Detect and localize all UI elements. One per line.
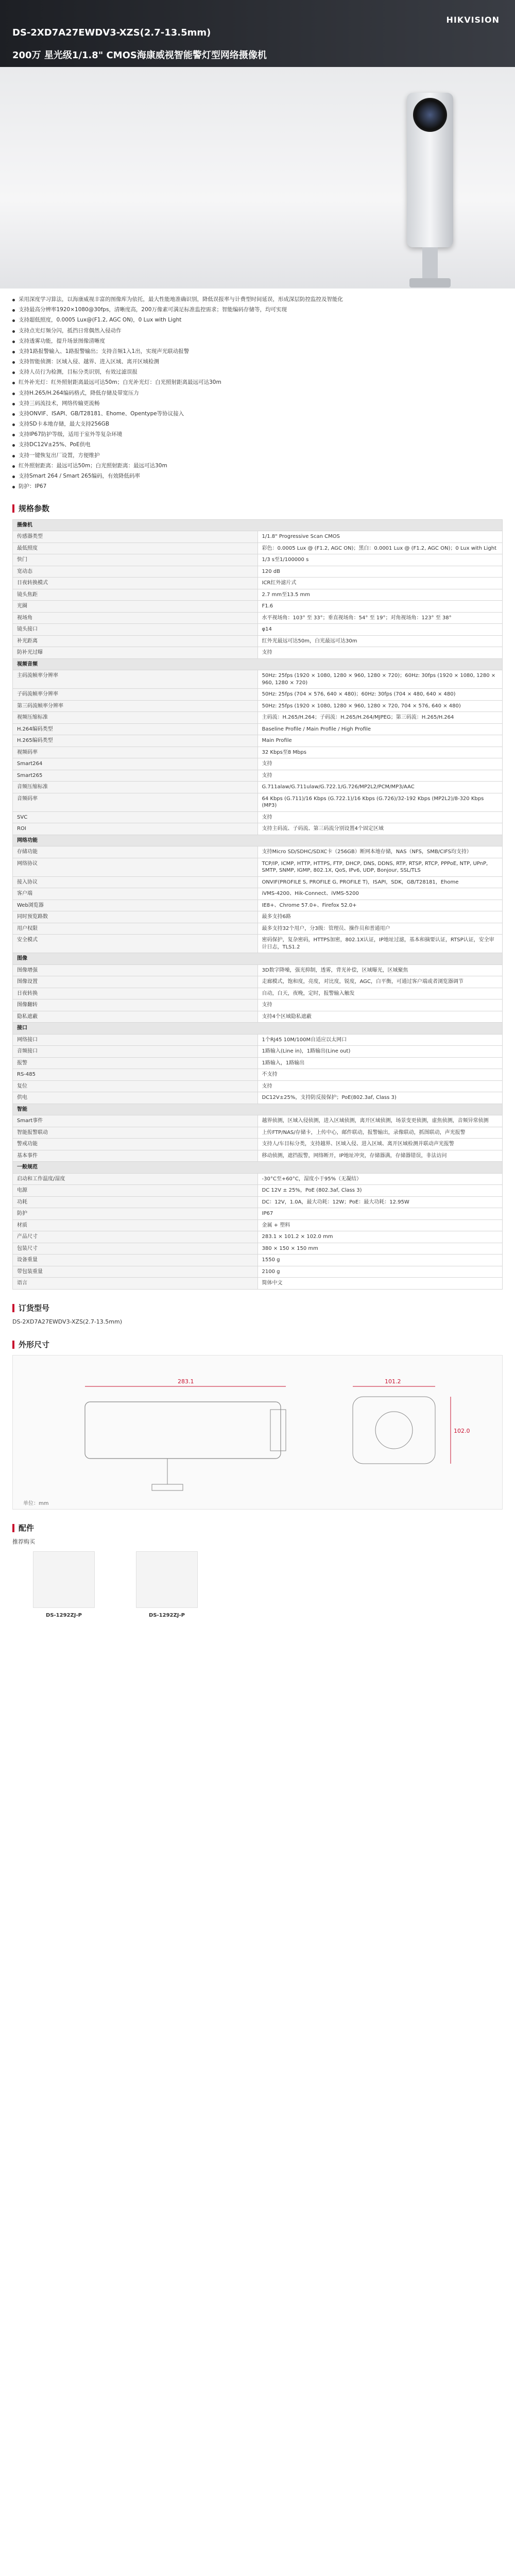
spec-key: 最低照度 (13, 543, 258, 554)
spec-key: 同时预览路数 (13, 911, 258, 923)
spec-row (13, 988, 503, 999)
spec-value: 1路输入，1路输出 (258, 1057, 503, 1069)
camera-image (386, 82, 469, 289)
spec-row (13, 1278, 503, 1290)
spec-value: ONVIF(PROFILE S, PROFILE G, PROFILE T)，ISAPI，SDK，GB/T28181，Ehome (258, 876, 503, 888)
spec-key: 供电 (13, 1092, 258, 1104)
spec-row (13, 923, 503, 935)
spec-key: 音频压缩标准 (13, 782, 258, 793)
feature-item: 支持智能侦测：区域入侵、越界、进入区域、离开区域检测 (12, 358, 503, 365)
spec-value: DC12V±25%，支持防反接保护；PoE(802.3af, Class 3) (258, 1092, 503, 1104)
spec-row (13, 823, 503, 835)
spec-key: 基本事件 (13, 1150, 258, 1162)
accessory-image (136, 1551, 198, 1608)
spec-row (13, 1046, 503, 1058)
spec-section-title: 规格参数 (19, 504, 50, 514)
spec-key: 电源 (13, 1185, 258, 1197)
spec-value: 1个RJ45 10M/100M自适应以太网口 (258, 1034, 503, 1046)
spec-key: 安全模式 (13, 935, 258, 953)
spec-key: 智能报警联动 (13, 1127, 258, 1139)
spec-key: 补光距离 (13, 635, 258, 647)
spec-row (13, 793, 503, 811)
section-marker (12, 504, 14, 513)
feature-item: 支持1路报警输入、1路报警输出；支持音频1入1出，实现声光联动报警 (12, 348, 503, 355)
spec-row (13, 1115, 503, 1127)
spec-group-title: 一般规范 (13, 1162, 503, 1174)
spec-key: SVC (13, 811, 258, 823)
spec-key: 网络协议 (13, 858, 258, 876)
width-label: 101.2 (385, 1378, 401, 1385)
spec-value: DC：12V，1.0A，最大功耗：12W；PoE：最大功耗：12.95W (258, 1196, 503, 1208)
section-marker (12, 1341, 14, 1349)
spec-key: 语言 (13, 1278, 258, 1290)
spec-key: Web浏览器 (13, 900, 258, 911)
spec-key: 镜头接口 (13, 624, 258, 636)
spec-value: Main Profile (258, 735, 503, 747)
spec-row (13, 876, 503, 888)
spec-value: 简体中文 (258, 1278, 503, 1290)
unit-label: 单位：mm (23, 1500, 49, 1506)
spec-key: 包装尺寸 (13, 1243, 258, 1255)
spec-key: 接入协议 (13, 876, 258, 888)
spec-value: 1550 g (258, 1255, 503, 1266)
spec-key: Smart265 (13, 770, 258, 782)
spec-value: 380 × 150 × 150 mm (258, 1243, 503, 1255)
feature-item: 支持Smart 264 / Smart 265编码，有效降低码率 (12, 472, 503, 480)
spec-row (13, 999, 503, 1011)
dimension-svg (13, 1355, 503, 1510)
camera-base-shape (409, 278, 451, 287)
spec-value: 283.1 × 101.2 × 102.0 mm (258, 1231, 503, 1243)
spec-value: 主码流：H.265/H.264；子码流：H.265/H.264/MJPEG；第三码流：H.265/H.264 (258, 712, 503, 724)
spec-key: 隐私遮蔽 (13, 1011, 258, 1023)
spec-row (13, 1243, 503, 1255)
spec-group-title: 网络功能 (13, 835, 503, 846)
spec-section-header (12, 503, 503, 514)
spec-group-title: 图像 (13, 953, 503, 965)
feature-item: 防护：IP67 (12, 483, 503, 490)
spec-row (13, 747, 503, 758)
spec-value: φ14 (258, 624, 503, 636)
spec-key: 防补光过曝 (13, 647, 258, 659)
spec-row (13, 635, 503, 647)
spec-key: 材质 (13, 1219, 258, 1231)
dims-section-title: 外形尺寸 (19, 1340, 50, 1349)
spec-value: 自动，白天，夜晚，定时，报警输入触发 (258, 988, 503, 999)
feature-item: 采用深度学习算法，以海康威视丰富的图像库为依托，最大性能地准确识别，降低误报率与计费型时间延误，形成深层防控监控及智能化 (12, 296, 503, 303)
spec-value: 支持主码流、子码流、第三码流分别设置4个固定区域 (258, 823, 503, 835)
spec-value: 50Hz: 25fps (1920 × 1080, 1280 × 960, 1280 × 720)；60Hz: 30fps (1920 × 1080, 1280 × 960, 1280 × 720) (258, 670, 503, 689)
spec-row (13, 964, 503, 976)
spec-key: 宽动态 (13, 566, 258, 578)
spec-value: 120 dB (258, 566, 503, 578)
spec-key: 产品尺寸 (13, 1231, 258, 1243)
spec-key: 子码流帧率分辨率 (13, 689, 258, 701)
spec-value: IE8+、Chrome 57.0+、Firefox 52.0+ (258, 900, 503, 911)
spec-key: ROI (13, 823, 258, 835)
acc-section-title: 配件 (19, 1523, 35, 1533)
spec-row (13, 554, 503, 566)
spec-row (13, 735, 503, 747)
spec-group-row (13, 1104, 503, 1115)
spec-group-row (13, 1023, 503, 1035)
spec-key: H.264编码类型 (13, 723, 258, 735)
spec-row (13, 1266, 503, 1278)
spec-value: 1/3 s至1/100000 s (258, 554, 503, 566)
spec-value: 1路输入(Line in)，1路输出(Line out) (258, 1046, 503, 1058)
spec-value: 2.7 mm至13.5 mm (258, 589, 503, 601)
spec-value: 支持Micro SD/SDHC/SDXC卡（256GB）断网本地存储，NAS（NFS，SMB/CIFS均支持） (258, 846, 503, 858)
section-marker (12, 1524, 14, 1532)
length-label: 283.1 (178, 1378, 194, 1385)
camera-lens-shape (413, 98, 447, 132)
spec-row (13, 601, 503, 613)
spec-row (13, 900, 503, 911)
spec-row (13, 647, 503, 659)
spec-row (13, 1208, 503, 1220)
spec-key: 报警 (13, 1057, 258, 1069)
spec-value: 最多支持32个用户，分3级：管理员、操作员和普通用户 (258, 923, 503, 935)
spec-table (12, 519, 503, 1290)
spec-key: 防护 (13, 1208, 258, 1220)
accessory-model: DS-1292ZJ-P (149, 1612, 185, 1618)
spec-key: 日夜转换模式 (13, 578, 258, 589)
spec-row (13, 976, 503, 988)
spec-key: 图像增强 (13, 964, 258, 976)
side-view-body (85, 1402, 281, 1459)
side-view-base (152, 1484, 183, 1490)
spec-row (13, 1139, 503, 1150)
spec-row (13, 578, 503, 589)
spec-value: 不支持 (258, 1069, 503, 1081)
spec-key: 音频码率 (13, 793, 258, 811)
accessory-image (33, 1551, 95, 1608)
spec-value: -30°C至+60°C，湿度小于95%（无凝结） (258, 1173, 503, 1185)
spec-row (13, 1173, 503, 1185)
spec-key: 用户权限 (13, 923, 258, 935)
spec-value: 1/1.8" Progressive Scan CMOS (258, 531, 503, 543)
feature-item: 支持人员行为检测，目标分类识别，有效过滤误报 (12, 368, 503, 376)
spec-row (13, 1034, 503, 1046)
spec-value: DC 12V ± 25%，PoE (802.3af, Class 3) (258, 1185, 503, 1197)
spec-value: 50Hz: 25fps (704 × 576, 640 × 480)；60Hz: 30fps (704 × 480, 640 × 480) (258, 689, 503, 701)
feature-item: 红外补光灯：红外照射距离最远可达50m；白光补光灯：白光照射距离最远可达30m (12, 379, 503, 386)
spec-group-row (13, 1162, 503, 1174)
feature-item: 支持三码流技术，网络传输更流畅 (12, 400, 503, 407)
spec-value: 金属 + 塑料 (258, 1219, 503, 1231)
feature-item: 支持ONVIF、ISAPI、GB/T28181、Ehome、Opentype等协议接入 (12, 410, 503, 417)
spec-group-title: 智能 (13, 1104, 503, 1115)
spec-value: 支持4个区域隐私遮蔽 (258, 1011, 503, 1023)
side-view-front (270, 1410, 286, 1451)
spec-row (13, 1127, 503, 1139)
feature-item: 支持最高分辨率1920×1080@30fps，清晰度高，200万像素可满足标准监控需求；智能编码存储等，均可实现 (12, 306, 503, 313)
spec-row (13, 1080, 503, 1092)
spec-value: F1.6 (258, 601, 503, 613)
feature-list (0, 289, 515, 490)
spec-value: 走廊模式，饱和度，亮度，对比度，锐度，AGC，白平衡，可通过客户端或者浏览器调节 (258, 976, 503, 988)
spec-row (13, 531, 503, 543)
spec-group-row (13, 658, 503, 670)
spec-group-row (13, 835, 503, 846)
spec-value: 支持 (258, 647, 503, 659)
spec-group-title: 接口 (13, 1023, 503, 1035)
spec-row (13, 1150, 503, 1162)
spec-value: 支持 (258, 1080, 503, 1092)
spec-row (13, 1196, 503, 1208)
spec-key: 启动和工作温度/湿度 (13, 1173, 258, 1185)
spec-value: 彩色：0.0005 Lux @ (F1.2, AGC ON)；黑白：0.0001 Lux @ (F1.2, AGC ON)；0 Lux with Light (258, 543, 503, 554)
spec-row (13, 888, 503, 900)
spec-value: 支持人/车目标分类，支持越界、区域入侵、进入区域、离开区域检测并联动声光报警 (258, 1139, 503, 1150)
order-section-header (12, 1303, 503, 1313)
spec-row (13, 566, 503, 578)
acc-section-header (12, 1523, 503, 1533)
spec-value: ICR红外滤片式 (258, 578, 503, 589)
spec-value: 水平视场角：103° 至 33°；垂直视场角：54° 至 19°；对角视场角：123° 至 38° (258, 612, 503, 624)
spec-row (13, 758, 503, 770)
spec-key: 图像设置 (13, 976, 258, 988)
spec-row (13, 1185, 503, 1197)
spec-key: 带包装重量 (13, 1266, 258, 1278)
accessory-model: DS-1292ZJ-P (46, 1612, 82, 1618)
spec-value: 支持 (258, 770, 503, 782)
spec-value: 越界侦测，区域入侵侦测，进入区域侦测，离开区域侦测，场景变更侦测，虚焦侦测，音频异常侦测 (258, 1115, 503, 1127)
spec-group-title: 摄像机 (13, 519, 503, 531)
spec-row (13, 782, 503, 793)
spec-key: 设备重量 (13, 1255, 258, 1266)
acc-subtitle: 推荐购买 (12, 1538, 35, 1546)
spec-key: 光圈 (13, 601, 258, 613)
spec-row (13, 935, 503, 953)
spec-row (13, 700, 503, 712)
spec-row (13, 1011, 503, 1023)
spec-row (13, 1231, 503, 1243)
spec-row (13, 1092, 503, 1104)
spec-row (13, 712, 503, 724)
spec-key: 警戒功能 (13, 1139, 258, 1150)
spec-value: 支持 (258, 758, 503, 770)
dims-section-header (12, 1340, 503, 1350)
spec-row (13, 670, 503, 689)
spec-row (13, 1219, 503, 1231)
order-section-title: 订货型号 (19, 1303, 50, 1313)
height-label: 102.0 (454, 1427, 470, 1434)
spec-key: RS-485 (13, 1069, 258, 1081)
spec-value: 64 Kbps (G.711)/16 Kbps (G.722.1)/16 Kbps (G.726)/32-192 Kbps (MP2L2)/8-320 Kbps (MP3) (258, 793, 503, 811)
feature-item: 红外照射距离：最远可达50m；白光照射距离：最远可达30m (12, 462, 503, 469)
spec-group-row (13, 953, 503, 965)
spec-key: 图像翻转 (13, 999, 258, 1011)
spec-row (13, 1069, 503, 1081)
spec-row (13, 1255, 503, 1266)
spec-value: Baseline Profile / Main Profile / High Profile (258, 723, 503, 735)
spec-key: 网络接口 (13, 1034, 258, 1046)
product-subtitle: 200万 星光级1/1.8" CMOS海康威视智能警灯型网络摄像机 (12, 50, 267, 61)
spec-key: Smart264 (13, 758, 258, 770)
spec-row (13, 858, 503, 876)
spec-key: 存储功能 (13, 846, 258, 858)
dimension-drawing (12, 1355, 503, 1510)
spec-row (13, 723, 503, 735)
spec-key: 客户端 (13, 888, 258, 900)
spec-row (13, 911, 503, 923)
brand-logo: HIKVISION (446, 15, 500, 25)
spec-key: 日夜转换 (13, 988, 258, 999)
feature-item: 支持DC12V±25%、PoE供电 (12, 441, 503, 448)
spec-row (13, 589, 503, 601)
accessory-list (12, 1551, 503, 1639)
spec-value: TCP/IP, ICMP, HTTP, HTTPS, FTP, DHCP, DNS, DDNS, RTP, RTSP, RTCP, PPPoE, NTP, UPnP, SMTP, SNMP, IGMP, 802.1X, QoS, IPv6, UDP, Bonjour, SSL/TLS (258, 858, 503, 876)
order-model: DS-2XD7A27EWDV3-XZS(2.7-13.5mm) (12, 1318, 123, 1325)
spec-group-title: 视频音频 (13, 658, 503, 670)
spec-value: 32 Kbps至8 Mbps (258, 747, 503, 758)
camera-mount-shape (422, 247, 438, 278)
feature-item: 支持IP67防护等级，适用于室外等复杂环境 (12, 431, 503, 438)
spec-row (13, 1057, 503, 1069)
spec-key: 视频码率 (13, 747, 258, 758)
spec-value: G.711alaw/G.711ulaw/G.722.1/G.726/MP2L2/PCM/MP3/AAC (258, 782, 503, 793)
spec-group-row (13, 519, 503, 531)
spec-row (13, 543, 503, 554)
spec-value: 支持 (258, 999, 503, 1011)
spec-row (13, 846, 503, 858)
front-view-body (353, 1397, 435, 1464)
spec-value: 3D数字降噪，强光抑制，透雾，背光补偿，区域曝光，区域聚焦 (258, 964, 503, 976)
hero-banner (0, 0, 515, 289)
front-view-lens (375, 1412, 413, 1449)
spec-key: 第三码流帧率分辨率 (13, 700, 258, 712)
feature-item: 支持一键恢复出厂设置，方便维护 (12, 452, 503, 459)
spec-row (13, 612, 503, 624)
spec-value: iVMS-4200、Hik-Connect、iVMS-5200 (258, 888, 503, 900)
spec-value: 红外光最远可达50m，白光最远可达30m (258, 635, 503, 647)
spec-key: 音频接口 (13, 1046, 258, 1058)
spec-key: 复位 (13, 1080, 258, 1092)
spec-key: 镜头焦距 (13, 589, 258, 601)
spec-value: 最多支持6路 (258, 911, 503, 923)
spec-key: 快门 (13, 554, 258, 566)
spec-row (13, 689, 503, 701)
spec-key: 视场角 (13, 612, 258, 624)
spec-key: 主码流帧率分辨率 (13, 670, 258, 689)
feature-item: 支持SD卡本地存储，最大支持256GB (12, 420, 503, 428)
spec-row (13, 811, 503, 823)
feature-item: 支持H.265/H.264编码格式，降低存储及带宽压力 (12, 389, 503, 397)
product-model-title: DS-2XD7A27EWDV3-XZS(2.7-13.5mm) (12, 27, 211, 38)
spec-key: Smart事件 (13, 1115, 258, 1127)
spec-value: 支持 (258, 811, 503, 823)
feature-item: 支持透雾功能，提升场景图像清晰度 (12, 337, 503, 345)
spec-value: 50Hz: 25fps (1920 × 1080, 1280 × 960, 1280 × 720, 704 × 576, 640 × 480) (258, 700, 503, 712)
spec-value: 2100 g (258, 1266, 503, 1278)
section-marker (12, 1304, 14, 1312)
spec-value: 移动侦测，遮挡报警，网络断开，IP地址冲突，存储器满，存储器错误，非法访问 (258, 1150, 503, 1162)
spec-key: 视频压缩标准 (13, 712, 258, 724)
hero-product-area (0, 67, 515, 289)
spec-row (13, 624, 503, 636)
spec-row (13, 770, 503, 782)
spec-key: H.265编码类型 (13, 735, 258, 747)
spec-value: 密码保护，复杂密码，HTTPS加密，802.1X认证，IP地址过滤，基本和摘要认证，RTSP认证，安全审计日志，TLS1.2 (258, 935, 503, 953)
spec-value: 上传FTP/NAS/存储卡，上传中心，邮件联动，报警输出，录像联动，抓图联动，声光报警 (258, 1127, 503, 1139)
feature-item: 支持点光灯频分闪，抵挡日常偶然入侵动作 (12, 327, 503, 334)
feature-item: 支持超低照度，0.0005 Lux@(F1.2, AGC ON)，0 Lux with Light (12, 316, 503, 324)
spec-key: 功耗 (13, 1196, 258, 1208)
spec-value: IP67 (258, 1208, 503, 1220)
spec-key: 传感器类型 (13, 531, 258, 543)
